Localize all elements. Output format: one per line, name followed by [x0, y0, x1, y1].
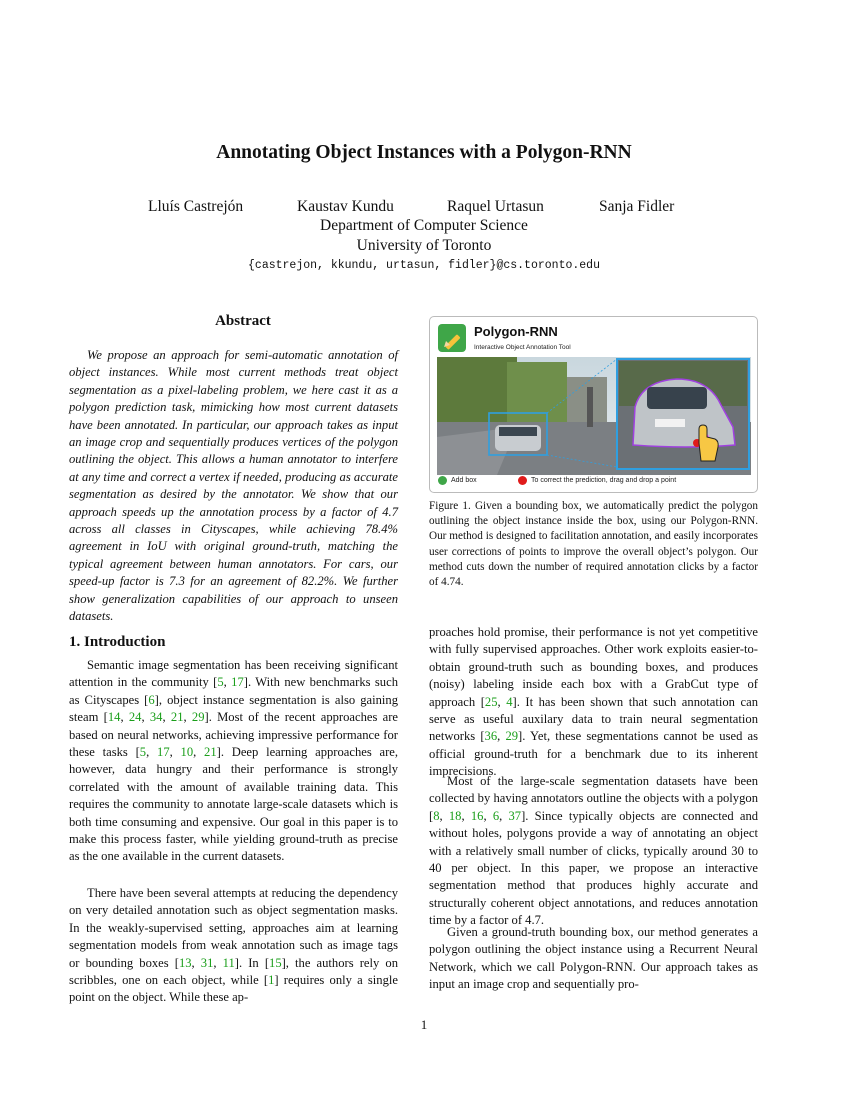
- c-circle-icon: [518, 476, 527, 485]
- body-paragraph: Given a ground-truth bounding box, our method generates a polygon outlining the object instance using a Recurrent Neural Network, which we call Polygon-RNN. Our approach takes as input an image crop and sequentially pro-: [429, 925, 758, 992]
- section-heading: 1. Introduction: [69, 634, 166, 650]
- figure-1: [429, 316, 758, 493]
- abstract-heading: Abstract: [215, 313, 271, 329]
- citation-link[interactable]: 24: [128, 710, 142, 725]
- citation-link[interactable]: 11: [222, 955, 235, 970]
- pencil-icon: [438, 324, 466, 352]
- department: Department of Computer Science: [320, 217, 528, 234]
- author-emails: {castrejon, kkundu, urtasun, fidler}@cs.toronto.edu: [248, 259, 600, 272]
- citation-link[interactable]: 16: [470, 808, 484, 823]
- citation-link[interactable]: 4: [506, 694, 513, 709]
- author-name: Kaustav Kundu: [297, 198, 394, 215]
- citation-link[interactable]: 14: [107, 710, 121, 725]
- street-scene-image: [437, 357, 751, 475]
- citation-link[interactable]: 5: [139, 745, 147, 760]
- figure-caption: Figure 1. Given a bounding box, we automatically predict the polygon outlining the object instance inside the box, using our Polygon-RNN. Our method is designed to facilitation annotation, and easily incorporates user corrections of points to improve the overall object’s polygon. Our method cuts down the number of required annotation clicks by a factor of 4.74.: [429, 500, 758, 589]
- body-paragraph: Most of the large-scale segmentation datasets have been collected by having annotators outline the objects with a polygon [8, 18, 16, 6, 37]. Since typically objects are connected and without holes, polygons provide a way of annotating an object with a relatively small number of clicks, typically around 30 to 40 per object. In this paper, we propose an interactive segmentation method that produces highly accurate and structurally coherent object annotations, and reduces annotation time by a factor of 4.7.: [429, 774, 759, 928]
- citation-link[interactable]: 29: [505, 729, 519, 744]
- body-paragraph: Semantic image segmentation has been receiving significant attention in the community [5, 17]. With new benchmarks such as Cityscapes [6], object instance segmentation is also gaining steam [14, 24, 34, 21, 29]. Most of the recent approaches are based on neural networks, achieving impressive performance for these tasks [5, 17, 10, 21]. Deep learning approaches are, however, data hungry and their performance is strongly correlated with the amount of available training data. This requires the community to annotate large-scale datasets which is both time consuming and expensive. Our goal in this paper is to make this process faster, while yielding ground-truth as precise as the one available in the current datasets.: [69, 658, 399, 864]
- citation-link[interactable]: 25: [484, 694, 498, 709]
- app-subtitle: Interactive Object Annotation Tool: [474, 344, 571, 351]
- citation-link[interactable]: 6: [148, 692, 155, 707]
- citation-link[interactable]: 21: [170, 710, 184, 725]
- body-paragraph: There have been several attempts at reducing the dependency on very detailed annotation such as object segmentation masks. In the weakly-supervised setting, approaches aim at learning segmentation models from weak annotation such as image tags or bounding boxes [13, 31, 11]. In [15], the authors rely on scribbles, one on each object, while [1] requires only a single point on the object. While these ap-: [69, 886, 398, 1005]
- citation-link[interactable]: 10: [180, 745, 194, 760]
- citation-link[interactable]: 34: [149, 710, 163, 725]
- citation-link[interactable]: 13: [178, 955, 192, 970]
- paper-title: Annotating Object Instances with a Polygon-RNN: [216, 142, 632, 163]
- citation-link[interactable]: 17: [157, 745, 170, 760]
- plus-circle-icon: [438, 476, 447, 485]
- citation-link[interactable]: 6: [492, 808, 500, 823]
- citation-link[interactable]: 31: [200, 955, 214, 970]
- author-name: Sanja Fidler: [599, 198, 675, 215]
- citation-link[interactable]: 1: [268, 973, 275, 988]
- university: University of Toronto: [356, 237, 492, 254]
- page-number: 1: [420, 1017, 428, 1032]
- citation-link[interactable]: 37: [508, 808, 522, 823]
- citation-link[interactable]: 5: [217, 675, 224, 690]
- car-zoom-box: [617, 359, 749, 469]
- legend-add-label: Add box: [451, 477, 477, 484]
- app-title: Polygon-RNN: [474, 324, 558, 339]
- citation-link[interactable]: 8: [433, 808, 440, 823]
- citation-link[interactable]: 17: [231, 675, 244, 690]
- body-paragraph: proaches hold promise, their performance is not yet competitive with fully supervised approaches. Other work exploits easier-to-obtain ground-truth such as bounding boxes, and produces (noisy) labeling inside each box with a GrabCut type of approach [25, 4]. It has been shown that such annotation can serve as useful auxilary data to train neural segmentation networks [36, 29]. Yet, these segmentations cannot be used as official ground-truth for a benchmark due to its inherent imprecisions.: [429, 625, 759, 779]
- author-name: Raquel Urtasun: [447, 198, 544, 215]
- citation-link[interactable]: 29: [191, 710, 205, 725]
- author-name: Lluís Castrejón: [148, 198, 244, 215]
- legend-correct-label: To correct the prediction, drag and drop a point: [531, 477, 677, 484]
- legend-add-box: [438, 476, 477, 485]
- citation-link[interactable]: 36: [484, 729, 498, 744]
- citation-link[interactable]: 21: [204, 745, 217, 760]
- abstract-text: We propose an approach for semi-automatic annotation of object instances. While most current methods treat object segmentation as a pixel-labeling problem, we here cast it as a polygon prediction task, mimicking how most current datasets have been annotated. In particular, our approach takes as input an image crop and sequentially produces vertices of the polygon outlining the object. This allows a human annotator to interfere at any time and correct a vertex if needed, producing as accurate segmentation as desired by the annotator. We show that our approach speeds up the annotation process by a factor of 4.7 across all classes in Cityscapes, while achieving 78.4% agreement in IoU with original ground-truth, matching the typical agreement between human annotators. For cars, our speed-up factor is 7.3 for an agreement of 82.2%. We further show generalization capabilities of our approach to unseen datasets.: [69, 348, 398, 624]
- citation-link[interactable]: 18: [448, 808, 462, 823]
- legend-correct-point: [518, 476, 676, 485]
- citation-link[interactable]: 15: [269, 955, 282, 970]
